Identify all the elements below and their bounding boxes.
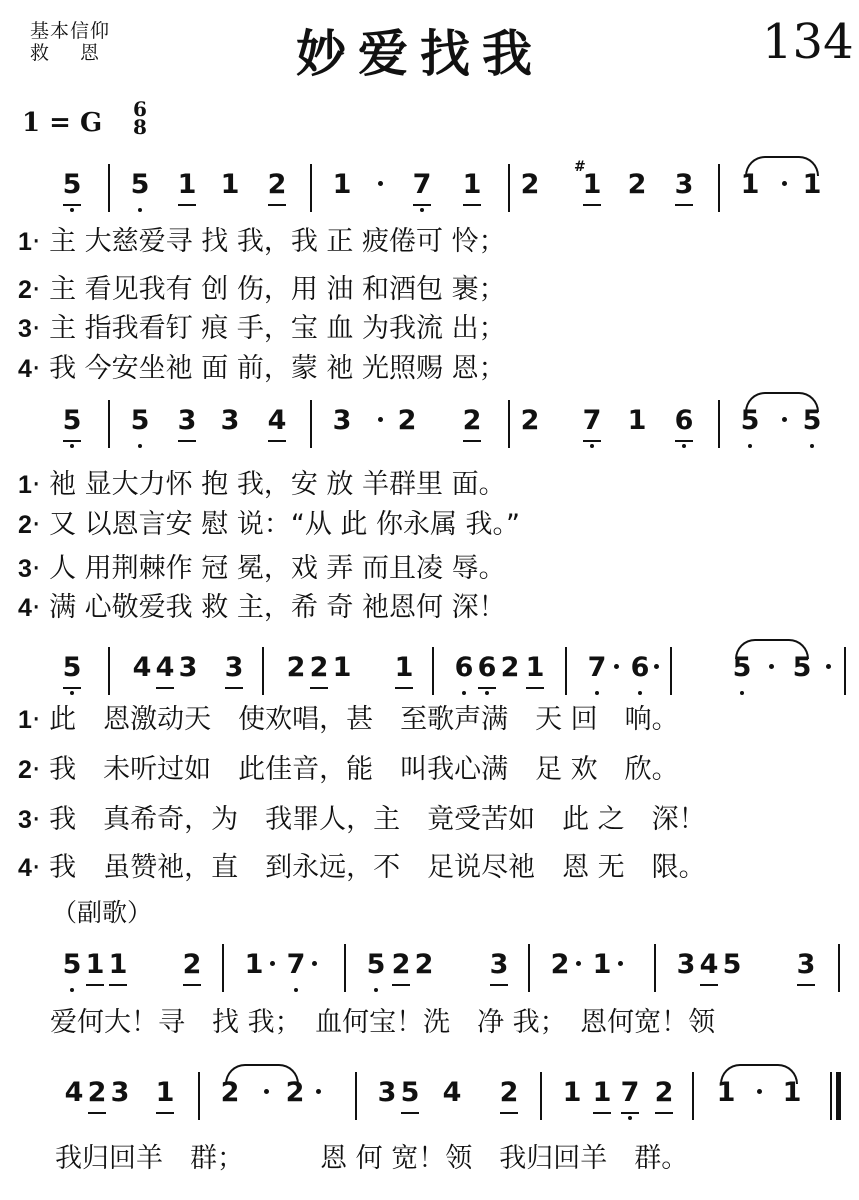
augmentation-dot bbox=[782, 417, 787, 422]
tie-mark bbox=[225, 1064, 299, 1084]
lyric-line: 3· 我 真希奇，为 我罪人，主 竟受苦如 此 之 深！ bbox=[18, 804, 706, 835]
note: 6 bbox=[475, 653, 499, 683]
lyric-line: 1· 主 大慈爱寻 找 我，我 正 疲倦可 怜； bbox=[18, 226, 506, 257]
note: 2 bbox=[500, 652, 520, 683]
time-signature-top: 6 bbox=[133, 97, 147, 121]
bar-line bbox=[565, 647, 567, 695]
note: 2 bbox=[652, 1078, 676, 1108]
note: 3 bbox=[222, 653, 246, 683]
augmentation-dot bbox=[654, 664, 659, 669]
lyric-line: 2· 主 看见我有 创 伤，用 油 和酒包 裹； bbox=[18, 274, 506, 305]
note: 6 bbox=[628, 653, 652, 683]
note: 3 bbox=[178, 652, 198, 683]
note: 7 bbox=[585, 653, 609, 683]
note: 2 bbox=[307, 653, 331, 683]
augmentation-dot bbox=[576, 961, 581, 966]
verse-number: 1 bbox=[18, 706, 32, 734]
note: # 1 bbox=[580, 170, 604, 200]
note: 2 bbox=[397, 405, 417, 436]
note: 3 bbox=[672, 170, 696, 200]
augmentation-dot bbox=[757, 1089, 762, 1094]
verse-number: 4 bbox=[18, 854, 32, 882]
verse-number: 2 bbox=[18, 276, 32, 304]
note: 2 bbox=[460, 406, 484, 436]
bar-line bbox=[108, 647, 110, 695]
note: 2 bbox=[389, 950, 413, 980]
note: 1 bbox=[782, 1077, 802, 1108]
tie-mark bbox=[745, 156, 819, 176]
bar-line bbox=[344, 944, 346, 992]
note: 5 bbox=[722, 949, 742, 980]
note: 2 bbox=[286, 652, 306, 683]
note: 2 bbox=[520, 405, 540, 436]
key-signature: 1 = G bbox=[22, 108, 103, 138]
bar-line bbox=[198, 1072, 200, 1120]
note: 4 bbox=[132, 652, 152, 683]
verse-number: 1 bbox=[18, 228, 32, 256]
bar-line bbox=[692, 1072, 694, 1120]
bar-line bbox=[355, 1072, 357, 1120]
bar-line bbox=[432, 647, 434, 695]
chorus-label: （副歌） bbox=[52, 898, 153, 927]
note: 2 bbox=[180, 950, 204, 980]
note: 1 bbox=[802, 169, 822, 200]
note: 2 bbox=[85, 1078, 109, 1108]
verse-number: 1 bbox=[18, 471, 32, 499]
verse-number: 2 bbox=[18, 511, 32, 539]
note: 6 bbox=[452, 653, 476, 683]
note: 1 bbox=[627, 405, 647, 436]
notation-row-4 bbox=[0, 942, 859, 1002]
note: 5 bbox=[128, 406, 152, 436]
lyric-line: 1· 此 恩激动天 使欢唱，甚 至歌声满 天 回 响。 bbox=[18, 704, 679, 735]
note: 6 bbox=[672, 406, 696, 436]
notation-row-5 bbox=[0, 1070, 859, 1130]
notation-row-1 bbox=[0, 162, 859, 222]
note: 1 bbox=[592, 949, 612, 980]
final-bar-line bbox=[830, 1072, 832, 1120]
verse-number: 4 bbox=[18, 355, 32, 383]
verse-number: 2 bbox=[18, 756, 32, 784]
bar-line bbox=[844, 647, 846, 695]
augmentation-dot bbox=[270, 961, 275, 966]
note: 1 bbox=[740, 169, 760, 200]
note: 3 bbox=[487, 950, 511, 980]
note: 2 bbox=[497, 1078, 521, 1108]
augmentation-dot bbox=[316, 1089, 321, 1094]
note: 1 bbox=[220, 169, 240, 200]
notation-row-3 bbox=[0, 645, 859, 705]
note: 1 bbox=[562, 1077, 582, 1108]
augmentation-dot bbox=[614, 664, 619, 669]
bar-line bbox=[108, 400, 110, 448]
augmentation-dot bbox=[826, 664, 831, 669]
note: 1 bbox=[175, 170, 199, 200]
bar-line bbox=[718, 400, 720, 448]
note: 1 bbox=[153, 1078, 177, 1108]
note: 5 bbox=[730, 653, 754, 683]
note: 3 bbox=[175, 406, 199, 436]
bar-line bbox=[528, 944, 530, 992]
bar-line bbox=[670, 647, 672, 695]
bar-line bbox=[508, 400, 510, 448]
bar-line bbox=[310, 400, 312, 448]
bar-line bbox=[540, 1072, 542, 1120]
augmentation-dot bbox=[782, 181, 787, 186]
note: 3 bbox=[377, 1077, 397, 1108]
note: 4 bbox=[265, 406, 289, 436]
lyric-line: 1· 祂 显大力怀 抱 我，安 放 羊群里 面。 bbox=[18, 469, 506, 500]
note: 1 bbox=[392, 653, 416, 683]
note: 1 bbox=[460, 170, 484, 200]
note: 3 bbox=[332, 405, 352, 436]
note: 1 bbox=[590, 1078, 614, 1108]
note: 2 bbox=[220, 1077, 240, 1108]
verse-number: 3 bbox=[18, 315, 32, 343]
note: 4 bbox=[64, 1077, 84, 1108]
note: 5 bbox=[792, 652, 812, 683]
note: 5 bbox=[800, 406, 824, 436]
augmentation-dot bbox=[378, 181, 383, 186]
note: 5 bbox=[60, 406, 84, 436]
augmentation-dot bbox=[378, 417, 383, 422]
note: 7 bbox=[410, 170, 434, 200]
note: 2 bbox=[627, 169, 647, 200]
bar-line bbox=[222, 944, 224, 992]
lyric-line: 4· 我 今安坐祂 面 前，蒙 祂 光照赐 恩； bbox=[18, 353, 506, 384]
notation-row-2 bbox=[0, 398, 859, 458]
note: 2 bbox=[550, 949, 570, 980]
bar-line bbox=[838, 944, 840, 992]
note: 1 bbox=[244, 949, 264, 980]
bar-line bbox=[654, 944, 656, 992]
tie-mark bbox=[745, 392, 819, 412]
note: 2 bbox=[285, 1077, 305, 1108]
chorus-lyric-line-2: 我归回羊 群； 恩 何 宽！领 我归回羊 群。 bbox=[55, 1143, 689, 1174]
note: 1 bbox=[332, 652, 352, 683]
augmentation-dot bbox=[312, 961, 317, 966]
time-signature-bottom: 8 bbox=[133, 115, 147, 139]
note: 5 bbox=[60, 950, 84, 980]
lyric-line: 3· 人 用荆棘作 冠 冕，戏 弄 而且凌 辱。 bbox=[18, 553, 506, 584]
note: 2 bbox=[414, 949, 434, 980]
bar-line bbox=[718, 164, 720, 212]
augmentation-dot bbox=[264, 1089, 269, 1094]
note: 7 bbox=[284, 950, 308, 980]
time-signature bbox=[130, 97, 150, 139]
note: 1 bbox=[332, 169, 352, 200]
note: 5 bbox=[60, 653, 84, 683]
bar-line bbox=[310, 164, 312, 212]
lyric-line: 4· 满 心敬爱我 救 主，希 奇 祂恩何 深！ bbox=[18, 592, 506, 623]
hymn-number: 134 bbox=[762, 14, 854, 70]
augmentation-dot bbox=[618, 961, 623, 966]
note: 5 bbox=[738, 406, 762, 436]
chorus-lyric-line-1: 爱何大！寻 找 我； 血何宝！洗 净 我； 恩何宽！领 bbox=[50, 1007, 716, 1038]
note: 3 bbox=[110, 1077, 130, 1108]
note: 4 bbox=[697, 950, 721, 980]
note: 5 bbox=[128, 170, 152, 200]
lyric-line: 2· 又 以恩言安 慰 说：“从 此 你永属 我。” bbox=[18, 509, 521, 540]
note: 4 bbox=[442, 1077, 462, 1108]
final-bar-line-thick bbox=[836, 1072, 841, 1120]
verse-number: 3 bbox=[18, 806, 32, 834]
verse-number: 4 bbox=[18, 594, 32, 622]
category-label: 基本信仰 bbox=[30, 20, 111, 42]
note: 5 bbox=[398, 1078, 422, 1108]
subcategory-label: 救 恩 bbox=[30, 42, 106, 64]
hymn-title: 妙爱找我 bbox=[296, 25, 544, 83]
note: 2 bbox=[520, 169, 540, 200]
note: 1 bbox=[523, 653, 547, 683]
verse-number: 3 bbox=[18, 555, 32, 583]
note: 5 bbox=[60, 170, 84, 200]
note: 7 bbox=[618, 1078, 642, 1108]
lyric-line: 2· 我 未听过如 此佳音，能 叫我心满 足 欢 欣。 bbox=[18, 754, 679, 785]
note: 3 bbox=[676, 949, 696, 980]
note: 4 bbox=[153, 653, 177, 683]
note: 5 bbox=[364, 950, 388, 980]
note: 1 bbox=[106, 950, 130, 980]
note: 1 bbox=[716, 1077, 736, 1108]
lyric-line: 3· 主 指我看钉 痕 手，宝 血 为我流 出； bbox=[18, 313, 506, 344]
note: 3 bbox=[794, 950, 818, 980]
lyric-line: 4· 我 虽赞祂，直 到永远，不 足说尽祂 恩 无 限。 bbox=[18, 852, 706, 883]
note: 3 bbox=[220, 405, 240, 436]
bar-line bbox=[262, 647, 264, 695]
bar-line bbox=[108, 164, 110, 212]
note: 7 bbox=[580, 406, 604, 436]
bar-line bbox=[508, 164, 510, 212]
note: 1 bbox=[83, 950, 107, 980]
tie-mark bbox=[735, 639, 809, 659]
tie-mark bbox=[720, 1064, 798, 1084]
note: 2 bbox=[265, 170, 289, 200]
augmentation-dot bbox=[769, 664, 774, 669]
